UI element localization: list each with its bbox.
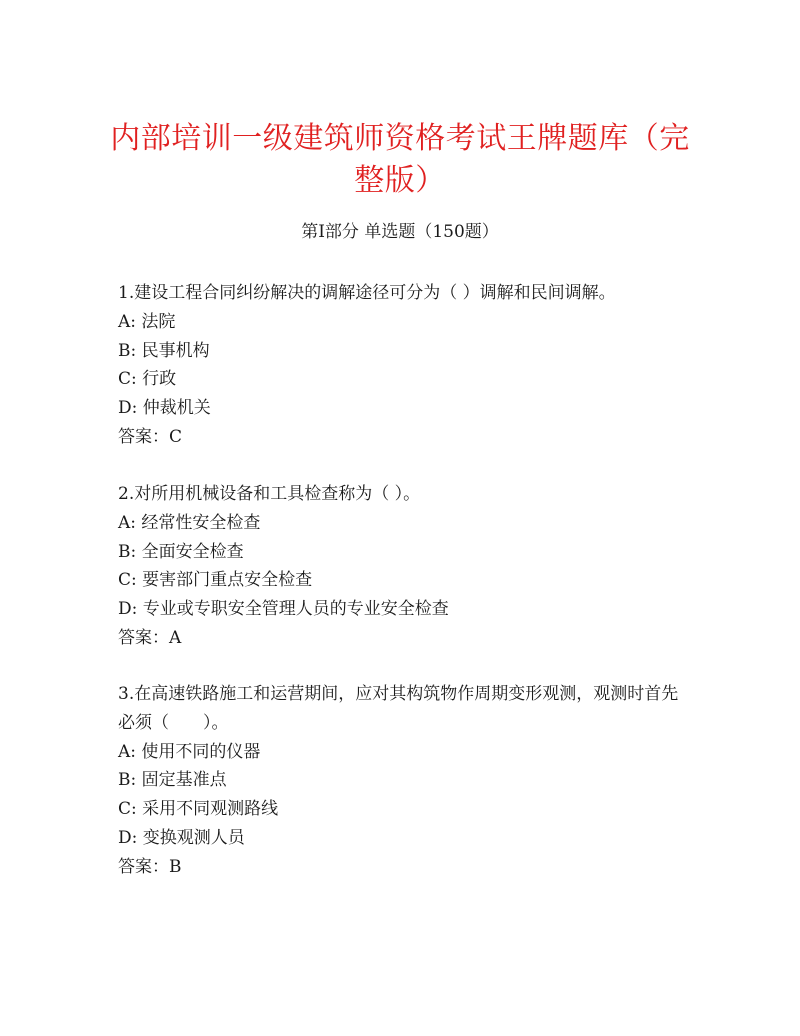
section-heading: 第I部分 单选题（150题） [301,222,499,242]
option-d: D: 仲裁机关 [118,398,211,419]
option-b: B: 民事机构 [118,340,210,361]
answer-line: 答案：C [118,426,183,447]
question-stem: 3.在高速铁路施工和运营期间，应对其构筑物作周期变形观测，观测时首先必须（ ）。 [118,684,679,733]
document-title: 内部培训一级建筑师资格考试王牌题库（完整版） [110,121,690,198]
option-b: B: 全面安全检查 [118,541,244,562]
question-3 [118,680,688,882]
option-d: D: 变换观测人员 [118,827,245,848]
option-b: B: 固定基准点 [118,770,227,791]
option-c: C: 要害部门重点安全检查 [118,570,313,591]
option-a: A: 法院 [118,311,176,332]
question-stem: 2.对所用机械设备和工具检查称为（ ）。 [118,484,421,504]
option-d: D: 专业或专职安全管理人员的专业安全检查 [118,599,449,620]
option-a: A: 经常性安全检查 [118,512,261,533]
answer-line: 答案：B [118,856,182,877]
question-1 [118,279,688,452]
option-c: C: 行政 [118,369,177,390]
question-2 [118,480,688,653]
answer-line: 答案：A [118,627,182,648]
option-a: A: 使用不同的仪器 [118,741,261,762]
option-c: C: 采用不同观测路线 [118,799,279,820]
question-stem: 1.建设工程合同纠纷解决的调解途径可分为（ ）调解和民间调解。 [118,283,616,303]
